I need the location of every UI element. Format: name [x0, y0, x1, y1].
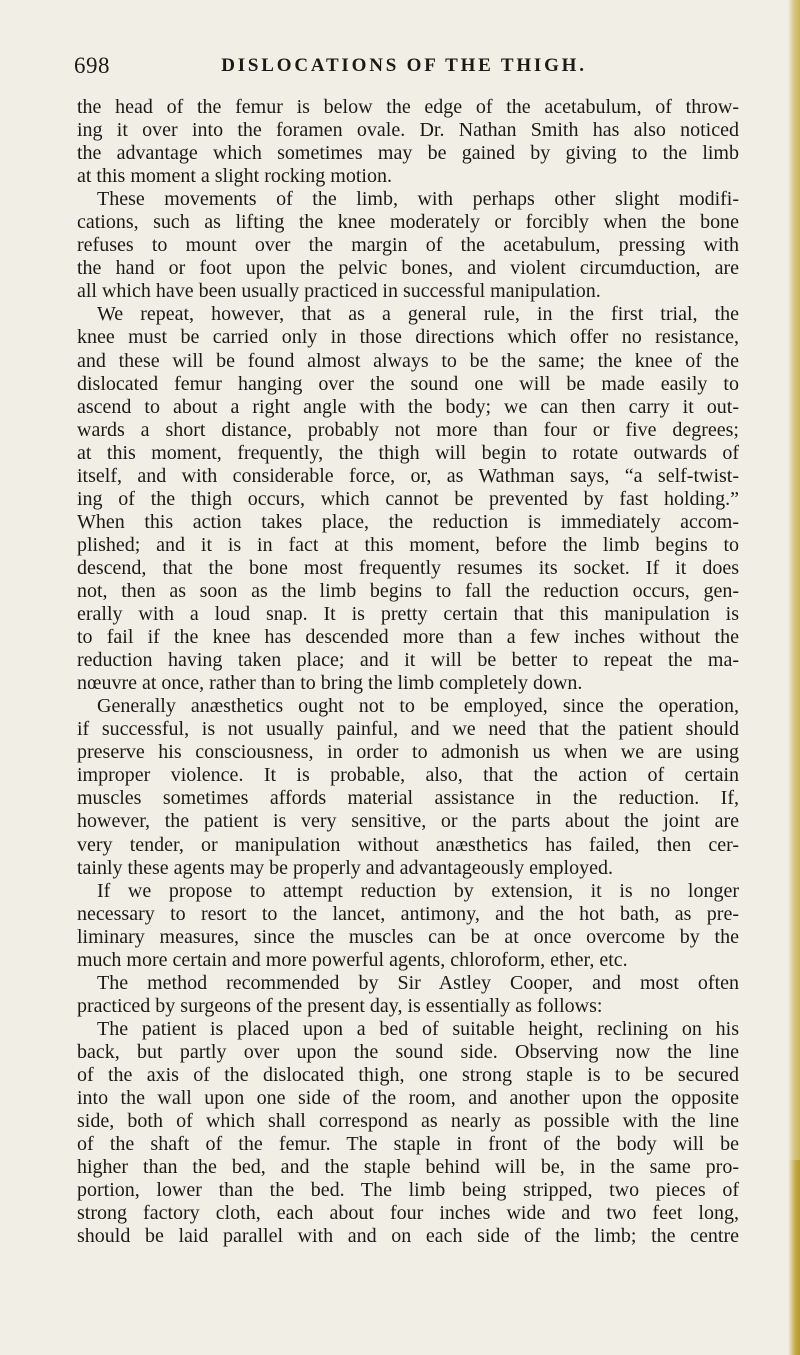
text-line: knee must be carried only in those directions which offer no resistance,	[77, 326, 739, 349]
text-line: higher than the bed, and the staple behind will be, in the same pro-	[77, 1156, 739, 1179]
text-line: should be laid parallel with and on each side of the limb; the centre	[77, 1225, 739, 1248]
page-number: 698	[74, 53, 110, 78]
text-line: liminary measures, since the muscles can be at once overcome by the	[77, 925, 739, 948]
page-edge-shadow	[788, 1160, 800, 1355]
text-line: of the axis of the dislocated thigh, one strong staple is to be secured	[77, 1063, 739, 1086]
text-line: side, both of which shall correspond as nearly as possible with the line	[77, 1110, 739, 1133]
text-line: reduction having taken place; and it will be better to repeat the ma-	[77, 649, 739, 672]
text-line: at this moment, frequently, the thigh will begin to rotate outwards of	[77, 441, 739, 464]
text-line: cations, such as lifting the knee moderately or forcibly when the bone	[77, 211, 739, 234]
text-line: ing of the thigh occurs, which cannot be prevented by fast holding.”	[77, 487, 739, 510]
text-line: necessary to resort to the lancet, antimony, and the hot bath, as pre-	[77, 902, 739, 925]
text-line: When this action takes place, the reduction is immediately accom-	[77, 510, 739, 533]
text-line: if successful, is not usually painful, and we need that the patient should	[77, 718, 739, 741]
text-line: portion, lower than the bed. The limb being stripped, two pieces of	[77, 1179, 739, 1202]
text-line: The method recommended by Sir Astley Cooper, and most often	[97, 971, 739, 994]
text-line: very tender, or manipulation without anæsthetics has failed, then cer-	[77, 833, 739, 856]
text-line: dislocated femur hanging over the sound one will be made easily to	[77, 372, 739, 395]
text-line: practiced by surgeons of the present day, is essentially as follows:	[77, 994, 603, 1017]
text-line: descend, that the bone most frequently resumes its socket. If it does	[77, 556, 739, 579]
text-line: back, but partly over upon the sound side. Observing now the line	[77, 1040, 739, 1063]
text-line: wards a short distance, probably not more than four or five degrees;	[77, 418, 739, 441]
text-line: If we propose to attempt reduction by extension, it is no longer	[97, 879, 739, 902]
text-line: not, then as soon as the limb begins to fall the reduction occurs, gen-	[77, 579, 739, 602]
text-line: nœuvre at once, rather than to bring the limb completely down.	[77, 672, 583, 695]
text-line: much more certain and more powerful agents, chloroform, ether, etc.	[77, 948, 628, 971]
page-header	[74, 46, 734, 86]
text-line: the advantage which sometimes may be gained by giving to the limb	[77, 142, 739, 165]
text-line: itself, and with considerable force, or, as Wathman says, “a self-twist-	[77, 464, 739, 487]
text-line: all which have been usually practiced in successful manipulation.	[77, 280, 601, 303]
text-line: and these will be found almost always to be the same; the knee of the	[77, 349, 739, 372]
text-line: of the shaft of the femur. The staple in front of the body will be	[77, 1133, 739, 1156]
text-line: at this moment a slight rocking motion.	[77, 165, 392, 188]
text-line: The patient is placed upon a bed of suitable height, reclining on his	[97, 1017, 739, 1040]
text-line: plished; and it is in fact at this moment, before the limb begins to	[77, 533, 739, 556]
body-text	[77, 96, 739, 1248]
running-head: DISLOCATIONS OF THE THIGH.	[221, 55, 587, 76]
text-line: the hand or foot upon the pelvic bones, and violent circumduction, are	[77, 257, 739, 280]
text-line: to fail if the knee has descended more than a few inches without the	[77, 626, 739, 649]
text-line: tainly these agents may be properly and advantageously employed.	[77, 856, 613, 879]
text-line: erally with a loud snap. It is pretty certain that this manipulation is	[77, 603, 739, 626]
text-line: These movements of the limb, with perhaps other slight modifi-	[97, 188, 739, 211]
text-line: Generally anæsthetics ought not to be employed, since the operation,	[97, 695, 739, 718]
text-line: muscles sometimes affords material assistance in the reduction. If,	[77, 787, 739, 810]
text-line: We repeat, however, that as a general rule, in the first trial, the	[97, 303, 739, 326]
text-line: ing it over into the foramen ovale. Dr. Nathan Smith has also noticed	[77, 119, 739, 142]
text-line: refuses to mount over the margin of the acetabulum, pressing with	[77, 234, 739, 257]
page-edge	[788, 0, 800, 1355]
text-line: into the wall upon one side of the room, and another upon the opposite	[77, 1087, 739, 1110]
text-line: the head of the femur is below the edge of the acetabulum, of throw-	[77, 96, 739, 118]
text-line: preserve his consciousness, in order to admonish us when we are using	[77, 741, 739, 764]
text-line: improper violence. It is probable, also, that the action of certain	[77, 764, 739, 787]
text-line: however, the patient is very sensitive, or the parts about the joint are	[77, 810, 739, 833]
text-line: ascend to about a right angle with the body; we can then carry it out-	[77, 395, 739, 418]
text-line: strong factory cloth, each about four inches wide and two feet long,	[77, 1202, 739, 1225]
